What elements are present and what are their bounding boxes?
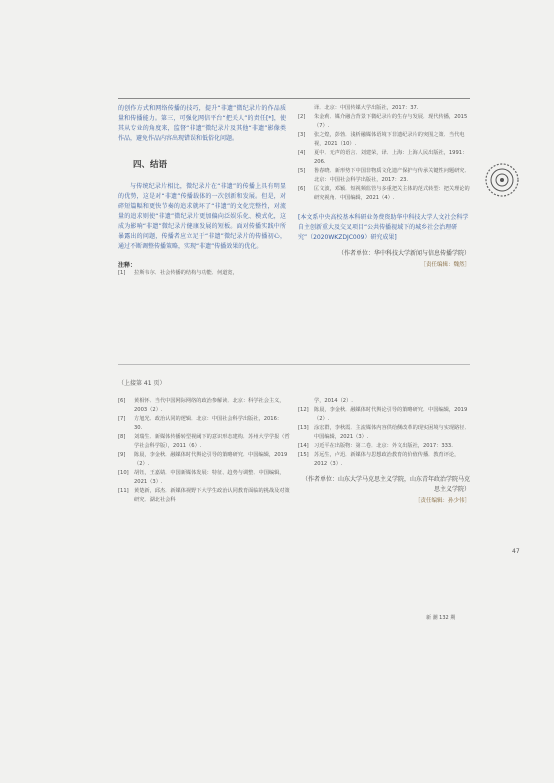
- flower-ornament-icon: [484, 162, 520, 198]
- reference-item: [5] 鲁春晓．新形势下中国非物质文化遗产保护与传承关键性问题研究．北京：中国社会科学出版社，2017：23.: [298, 168, 470, 183]
- reference-item: [8] 刘瑞生．新媒体传播转型视阈下的意识形态建构．苏州大学学报（哲学社会科学版），2011（6）.: [118, 434, 290, 449]
- bottom-left-column: [118, 397, 290, 505]
- reference-item: 学，2014（2）.: [314, 398, 353, 404]
- page-number: 47: [512, 548, 520, 555]
- responsible-editor: ［责任编辑：孙少伟］: [414, 498, 470, 504]
- reference-item: [4] 夏中．无声的语言．刘建荣，译．上海：上海人民出版社，1991：206.: [298, 150, 468, 165]
- section-divider: [118, 364, 470, 365]
- reference-item: [12] 陈晨，李金秋．融媒体时代舆论引导的策略研究．中国编辑，2019（2）.: [298, 407, 468, 422]
- bottom-right-column: [298, 397, 470, 504]
- reference-item: [13] 涂宏群，李秋霞．主流媒体内容供给侧改革的现实困境与实现路径．中国编辑，2021（3）.: [298, 425, 470, 440]
- reference-item: [3] 张之煌，彭勃．浅析融媒体语境下非遗纪录片的突围之策．当代电视，2021（10）.: [298, 132, 465, 147]
- author-affiliation: （作者单位：华中科技大学新闻与信息传播学院）: [337, 250, 470, 257]
- body-paragraph: 与传统纪录片相比，微纪录片在“非遗”的传播上具有明显的优势，这是对“非遗”传播载体的一次创新和发展。但是，对碎短篇幅和更快节奏的追求就坏了“非遗”的文化完整性，对流量的追求则使“非遗”微纪录片更加偏向泛娱乐化、模式化，这成为影响“非遗”微纪录片健康发展的短板。面对传播实践中所暴露出的问题，传播者应立足于“非遗”微纪录片的传播初心，通过不断调整传播策略，实现“非遗”传播效果的优化。: [118, 183, 286, 250]
- author-affiliation: （作者单位：山东大学马克思主义学院，山东青年政治学院马克思主义学院）: [301, 476, 470, 493]
- reference-item: [9] 陈晨，李金秋．融媒体时代舆论引导的策略研究．中国编辑，2019（2）.: [118, 452, 288, 467]
- responsible-editor: ［责任编辑：魏然］: [420, 262, 470, 268]
- reference-item: [2] 朱金莉．媒介融合背景下微纪录片的生存与发展．现代传播，2015（7）.: [298, 114, 468, 129]
- reference-item: 译．北京：中国传媒大学出版社，2017：37.: [314, 105, 419, 111]
- reference-item: [14] 习近平在出版物：第二卷．北京：外文出版社，2017：333.: [298, 443, 453, 449]
- reference-item: [10] 胡钰，王嘉婧．中国新媒体发展：特征、趋势与调整．中国编辑，2021（3）.: [118, 470, 285, 485]
- body-paragraph: 的创作方式和网络传播的技巧，提升“非遗”微纪录片的作品质量和传播能力。第三，可强化网信平台“把关人”的责任[*]，使其从专业的角度来，监督“非遗”微纪录片及其他“非遗”影像类作品，避免作品内容出现错误和低俗化问题。: [118, 105, 286, 142]
- section-heading: 四、结语: [133, 160, 168, 170]
- left-column: [118, 104, 286, 278]
- funding-note: [本文系中央高校基本科研业务费资助华中科技大学人文社会科学自主创新重大及交叉项目“公共传播视域下的城乡社会治理研究”（2020WKZDJC009）研究成果]: [298, 214, 469, 241]
- reference-item: [6] 黄相怀．当代中国网际网络的政治参解读．北京：科学社会主义，2003（2）.: [118, 398, 285, 413]
- reference-item: [15] 苏远生，卢迅．新媒体与思想政治教育的价值传播．教育评论，2012（3）.: [298, 452, 460, 467]
- notes-label: 注释：: [118, 262, 137, 269]
- reference-item: [1] 拉斯韦尔．社会传播的结构与功能．何道宽，: [118, 270, 238, 276]
- reference-item: [6] 匡文波，邓颖．短视频监管与多重把关主体的范式转型：把关理论的研究视角．中国编辑，2021（4）.: [298, 186, 470, 201]
- reference-item: [7] 方旭光．政治认同的逻辑．北京：中国社会科学出版社，2016：30.: [118, 416, 283, 431]
- right-column: [298, 104, 470, 268]
- top-rule: [118, 98, 470, 99]
- page-footer: 新 潮 132 期: [426, 615, 456, 621]
- continued-from-label: （上接第 41 页）: [118, 380, 166, 387]
- reference-item: [11] 黄楚新，邱杰．新媒体视野下大学生政治认同教育面临的挑战及对策研究．湖北社会科: [118, 488, 290, 503]
